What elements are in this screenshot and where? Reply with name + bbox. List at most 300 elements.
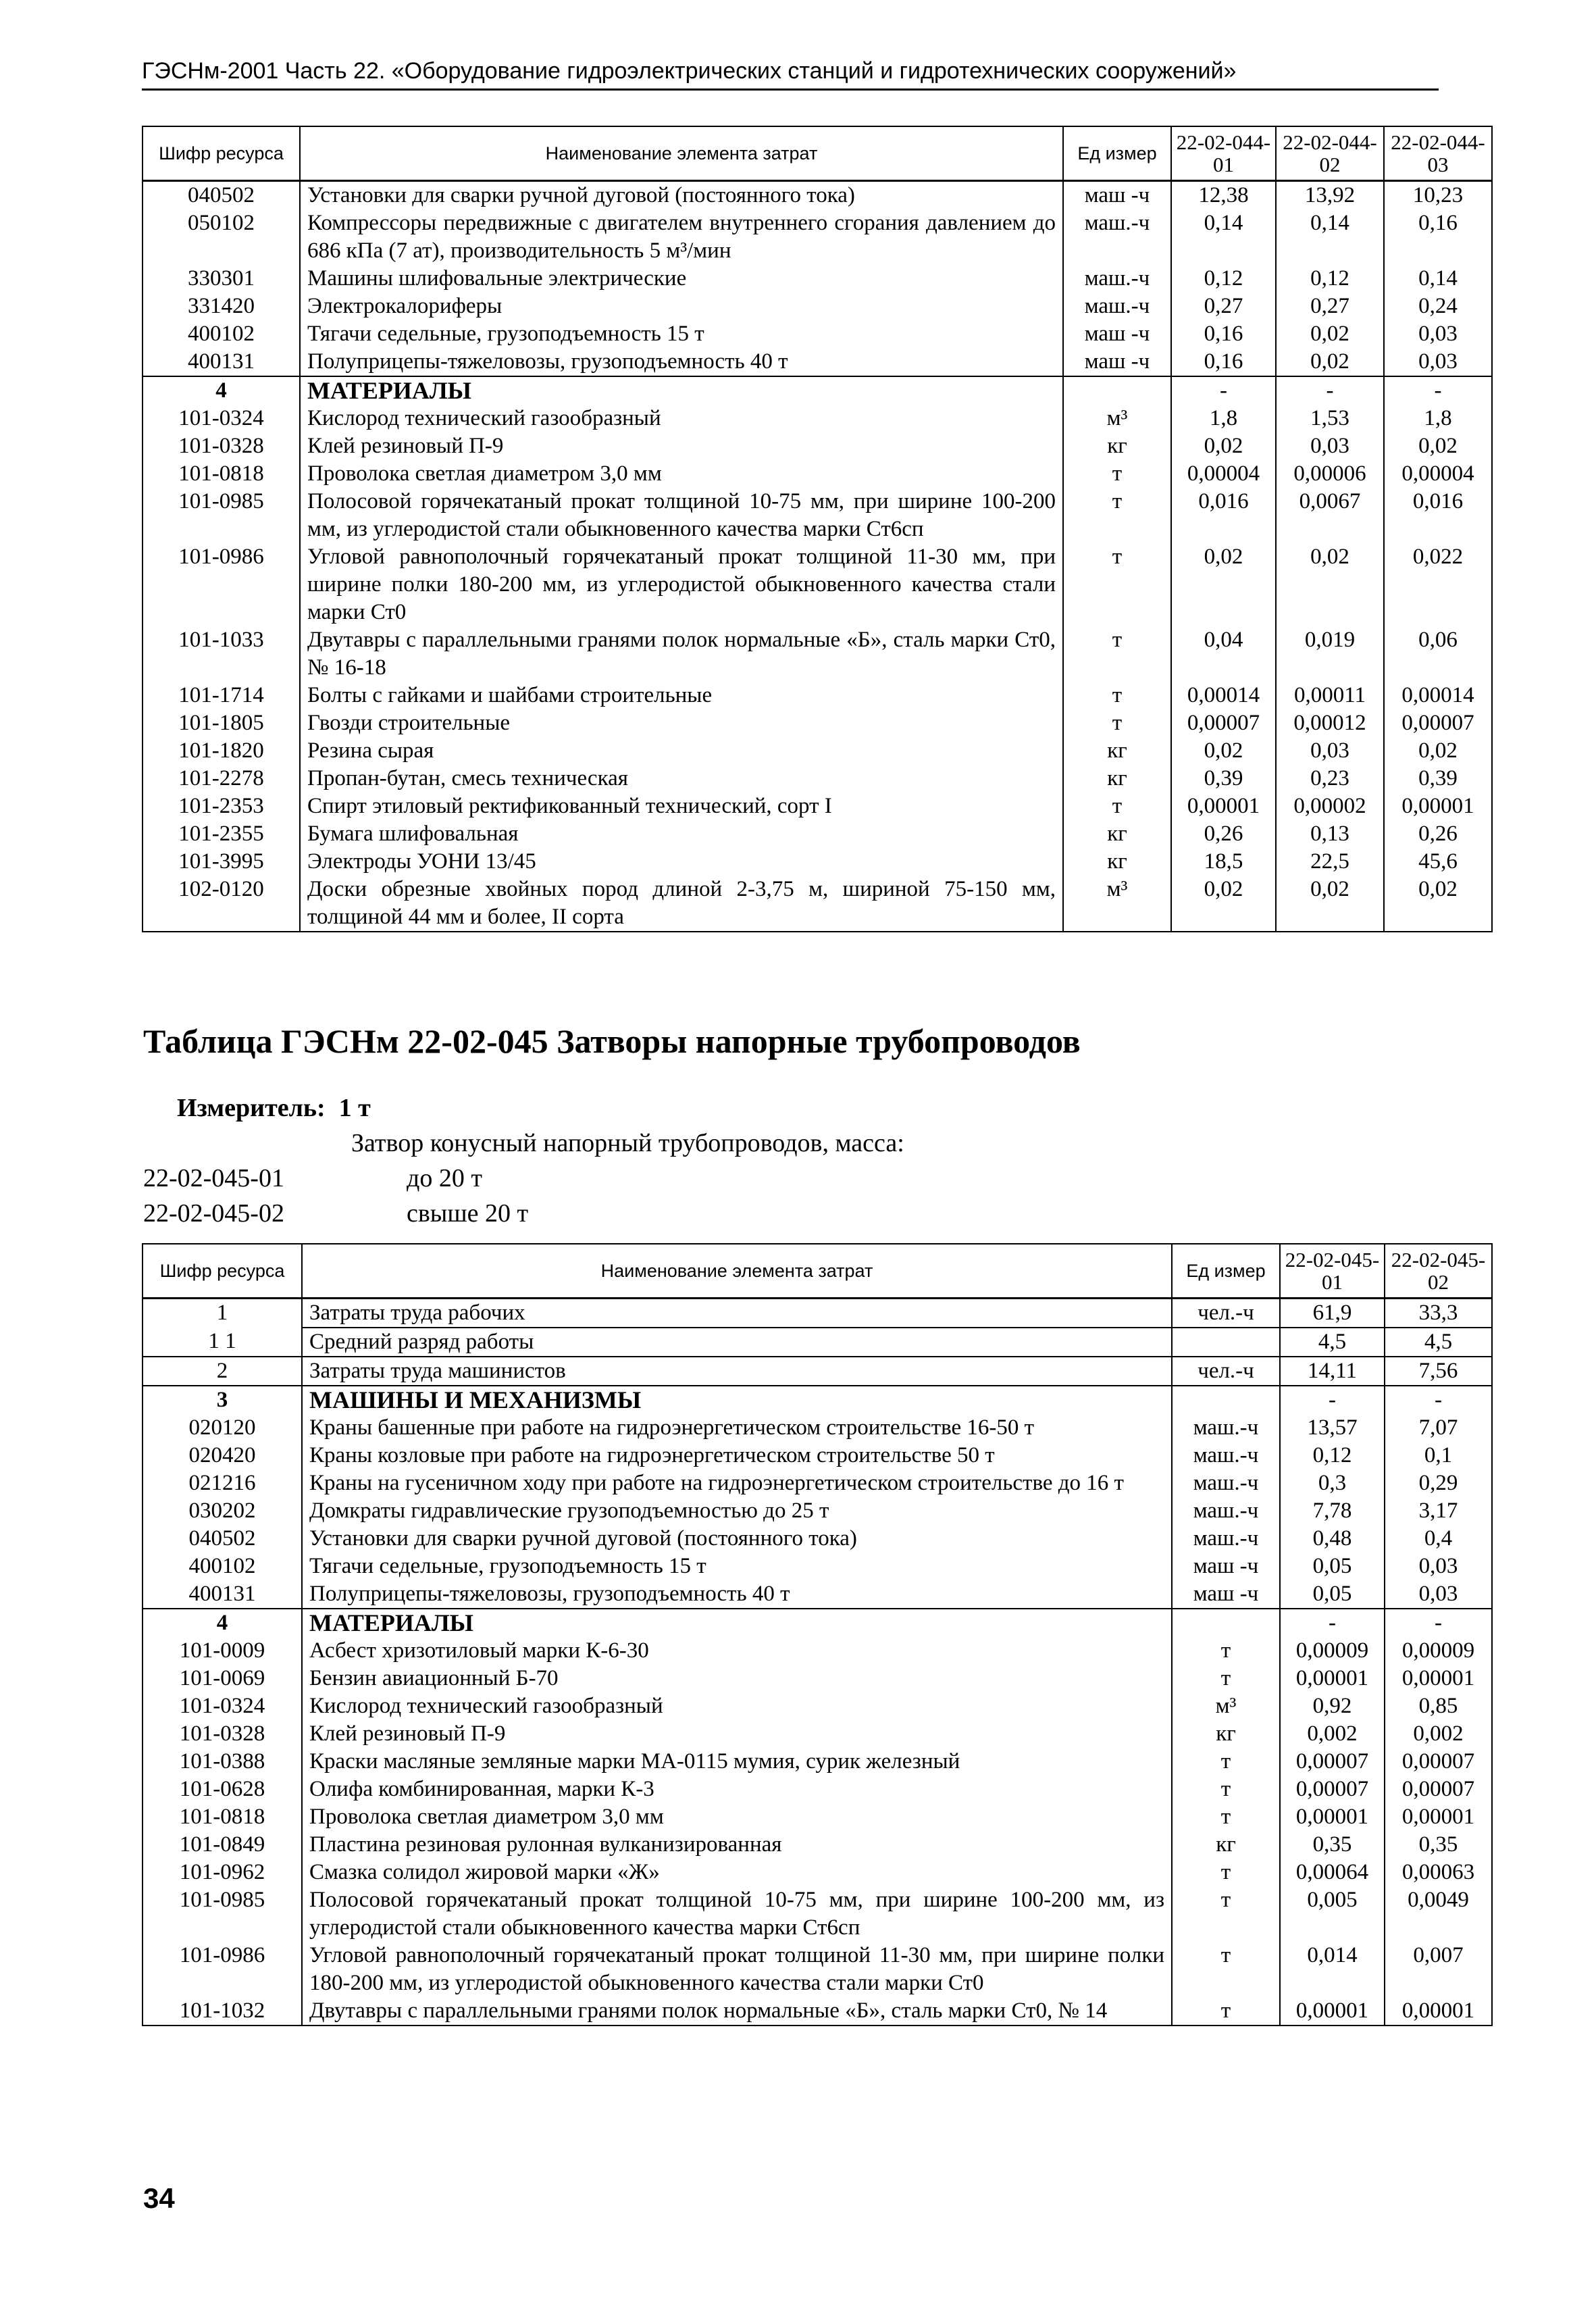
resource-name-cell: Кислород технический газообразный [300, 405, 1063, 432]
value-cell-2: 0,007 [1385, 1942, 1492, 1997]
running-header: ГЭСНм-2001 Часть 22. «Оборудование гидроэлектрических станций и гидротехнических сооружений» [142, 58, 1439, 91]
resource-name-cell: Полосовой горячекатаный прокат толщиной 10-75 мм, при ширине 100-200 мм, из углеродистой стали обыкновенного качества марки Ст6сп [302, 1886, 1172, 1942]
value-cell-1: 12,38 [1171, 181, 1276, 210]
value-cell-3: - [1384, 376, 1492, 405]
value-cell-3: 0,06 [1384, 626, 1492, 682]
resource-code-cell: 400102 [143, 1553, 302, 1580]
table-row [143, 848, 1492, 876]
value-cell-2: 0,02 [1276, 543, 1384, 626]
table-row [143, 737, 1492, 765]
resource-code-cell: 400131 [143, 348, 300, 376]
table-row [143, 405, 1492, 432]
unit-cell: маш -ч [1063, 348, 1171, 376]
table-row [143, 1720, 1492, 1748]
value-cell-1: 4,5 [1280, 1328, 1385, 1357]
value-cell-2: 0,00007 [1385, 1776, 1492, 1803]
table-row [143, 1692, 1492, 1720]
value-cell-2: 0,23 [1276, 765, 1384, 793]
resource-name-cell: Пропан-бутан, смесь техническая [300, 765, 1063, 793]
resource-name-cell: Установки для сварки ручной дуговой (постоянного тока) [302, 1525, 1172, 1553]
resource-name-cell: Бумага шлифовальная [300, 820, 1063, 848]
value-cell-1: 14,11 [1280, 1357, 1385, 1386]
resource-code-cell: 101-0069 [143, 1665, 302, 1692]
resource-code-cell: 101-0009 [143, 1637, 302, 1665]
unit-cell: т [1063, 709, 1171, 737]
value-cell-1: 0,00007 [1280, 1776, 1385, 1803]
value-cell-2: 0,14 [1276, 209, 1384, 265]
resource-name-cell: Электрокалориферы [300, 293, 1063, 320]
value-cell-2: 0,03 [1385, 1553, 1492, 1580]
unit-cell [1172, 1386, 1280, 1414]
table-row [143, 1637, 1492, 1665]
unit-cell: чел.-ч [1172, 1299, 1280, 1328]
value-cell-3: 0,00007 [1384, 709, 1492, 737]
value-cell-1: 0,3 [1280, 1469, 1385, 1497]
col-header-name: Наименование элемента затрат [302, 1244, 1172, 1299]
table-header-row [143, 1244, 1492, 1299]
unit-cell: т [1063, 460, 1171, 488]
value-cell-2: 0,02 [1276, 348, 1384, 376]
value-cell-3: 0,24 [1384, 293, 1492, 320]
value-cell-1: 0,00004 [1171, 460, 1276, 488]
table-row [143, 1580, 1492, 1609]
unit-cell: маш.-ч [1172, 1414, 1280, 1442]
table-row [143, 1776, 1492, 1803]
table-body [143, 181, 1492, 932]
variant-text: свыше 20 т [407, 1199, 529, 1228]
resource-code-cell: 020120 [143, 1414, 302, 1442]
resource-code-cell: 1 [143, 1299, 302, 1328]
table-row [143, 209, 1492, 265]
resource-code-cell: 101-0986 [143, 543, 300, 626]
resource-code-cell: 101-2278 [143, 765, 300, 793]
unit-cell: маш.-ч [1172, 1442, 1280, 1469]
resource-name-cell: Тягачи седельные, грузоподъемность 15 т [300, 320, 1063, 348]
resource-code-cell: 101-0324 [143, 405, 300, 432]
resource-name-cell: Установки для сварки ручной дуговой (постоянного тока) [300, 181, 1063, 210]
value-cell-3: 0,00001 [1384, 793, 1492, 820]
resource-name-cell: Угловой равнополочный горячекатаный прокат толщиной 11-30 мм, при ширине полки 180-200 мм, из углеродистой обыкновенного качества стали марки Ст0 [302, 1942, 1172, 1997]
unit-cell: м³ [1172, 1692, 1280, 1720]
value-cell-1: 0,00001 [1171, 793, 1276, 820]
value-cell-2: 0,0049 [1385, 1886, 1492, 1942]
resource-name-cell: Олифа комбинированная, марки К-3 [302, 1776, 1172, 1803]
unit-cell: маш.-ч [1063, 209, 1171, 265]
table-header-row [143, 126, 1492, 181]
resource-code-cell: 101-1714 [143, 682, 300, 709]
table-row [143, 1942, 1492, 1997]
resource-code-cell: 3 [143, 1386, 302, 1414]
unit-cell: маш -ч [1172, 1580, 1280, 1609]
unit-cell [1172, 1609, 1280, 1637]
value-cell-2: 0,00001 [1385, 1803, 1492, 1831]
resource-name-cell: Полуприцепы-тяжеловозы, грузоподъемность 40 т [302, 1580, 1172, 1609]
value-cell-3: 0,016 [1384, 488, 1492, 543]
resource-name-cell: Тягачи седельные, грузоподъемность 15 т [302, 1553, 1172, 1580]
resource-name-cell: Краски масляные земляные марки МА-0115 мумия, сурик железный [302, 1748, 1172, 1776]
value-cell-1: 0,48 [1280, 1525, 1385, 1553]
value-cell-2: 0,03 [1385, 1580, 1492, 1609]
col-header-variant-1: 22-02-044-01 [1171, 126, 1276, 181]
value-cell-1: 0,16 [1171, 320, 1276, 348]
table-row [143, 293, 1492, 320]
table-row [143, 320, 1492, 348]
table-row [143, 1803, 1492, 1831]
resource-name-cell: МАТЕРИАЛЫ [300, 376, 1063, 405]
resource-code-cell: 4 [143, 1609, 302, 1637]
resource-code-cell: 101-0985 [143, 1886, 302, 1942]
table-row [143, 265, 1492, 293]
resource-code-cell: 101-2353 [143, 793, 300, 820]
value-cell-2: 0,35 [1385, 1831, 1492, 1859]
resource-name-cell: Гвозди строительные [300, 709, 1063, 737]
resource-code-cell: 331420 [143, 293, 300, 320]
value-cell-2: 7,07 [1385, 1414, 1492, 1442]
unit-cell: т [1172, 1776, 1280, 1803]
resource-code-cell: 101-2355 [143, 820, 300, 848]
table-row [143, 765, 1492, 793]
value-cell-2: 0,00007 [1385, 1748, 1492, 1776]
value-cell-1: 0,00007 [1280, 1748, 1385, 1776]
resource-code-cell: 101-0986 [143, 1942, 302, 1997]
unit-cell: кг [1063, 820, 1171, 848]
table-row [143, 709, 1492, 737]
value-cell-2: 0,12 [1276, 265, 1384, 293]
resource-code-cell: 1 1 [143, 1328, 302, 1357]
resource-code-cell: 330301 [143, 265, 300, 293]
value-cell-2: 0,00011 [1276, 682, 1384, 709]
resource-code-cell: 040502 [143, 1525, 302, 1553]
value-cell-1: 0,00001 [1280, 1997, 1385, 2026]
resource-name-cell: Резина сырая [300, 737, 1063, 765]
unit-cell: маш.-ч [1172, 1469, 1280, 1497]
resource-name-cell: Доски обрезные хвойных пород длиной 2-3,75 м, шириной 75-150 мм, толщиной 44 мм и более, II сорта [300, 876, 1063, 932]
value-cell-1: 0,00007 [1171, 709, 1276, 737]
value-cell-1: 0,00014 [1171, 682, 1276, 709]
resource-name-cell: Проволока светлая диаметром 3,0 мм [302, 1803, 1172, 1831]
resource-code-cell: 030202 [143, 1497, 302, 1525]
resource-name-cell: Клей резиновый П-9 [300, 432, 1063, 460]
unit-cell: кг [1063, 737, 1171, 765]
resource-code-cell: 101-0324 [143, 1692, 302, 1720]
resource-name-cell: Домкраты гидравлические грузоподъемностью до 25 т [302, 1497, 1172, 1525]
value-cell-2: 1,53 [1276, 405, 1384, 432]
value-cell-1: 0,26 [1171, 820, 1276, 848]
value-cell-3: 0,26 [1384, 820, 1492, 848]
value-cell-1: 13,57 [1280, 1414, 1385, 1442]
resource-code-cell: 101-0962 [143, 1859, 302, 1886]
table-row [143, 1748, 1492, 1776]
value-cell-1: - [1280, 1609, 1385, 1637]
value-cell-2: - [1385, 1609, 1492, 1637]
table-row [143, 1609, 1492, 1637]
resource-code-cell: 020420 [143, 1442, 302, 1469]
variant-caption: Затвор конусный напорный трубопроводов, масса: [351, 1129, 904, 1157]
col-header-unit: Ед измер [1172, 1244, 1280, 1299]
value-cell-2: 0,03 [1276, 432, 1384, 460]
resource-name-cell: Угловой равнополочный горячекатаный прокат толщиной 11-30 мм, при ширине полки 180-200 мм, из углеродистой обыкновенного качества стали марки Ст0 [300, 543, 1063, 626]
value-cell-1: 0,02 [1171, 432, 1276, 460]
value-cell-3: 0,02 [1384, 876, 1492, 932]
unit-cell: маш.-ч [1063, 265, 1171, 293]
table-row [143, 793, 1492, 820]
unit-cell: м³ [1063, 405, 1171, 432]
table-row [143, 1886, 1492, 1942]
resource-name-cell: Электроды УОНИ 13/45 [300, 848, 1063, 876]
table-row [143, 626, 1492, 682]
value-cell-1: 7,78 [1280, 1497, 1385, 1525]
table-row [143, 1386, 1492, 1414]
value-cell-2: 0,1 [1385, 1442, 1492, 1469]
value-cell-2: 0,00063 [1385, 1859, 1492, 1886]
value-cell-2: 3,17 [1385, 1497, 1492, 1525]
resource-code-cell: 101-0985 [143, 488, 300, 543]
table-row [143, 1497, 1492, 1525]
value-cell-2: 4,5 [1385, 1328, 1492, 1357]
col-header-variant-2: 22-02-045-02 [1385, 1244, 1492, 1299]
value-cell-1: 0,16 [1171, 348, 1276, 376]
resource-code-cell: 101-1032 [143, 1997, 302, 2026]
resource-name-cell: Краны козловые при работе на гидроэнергетическом строительстве 50 т [302, 1442, 1172, 1469]
table-row [143, 543, 1492, 626]
col-header-variant-3: 22-02-044-03 [1384, 126, 1492, 181]
resource-code-cell: 101-1033 [143, 626, 300, 682]
resource-name-cell: Спирт этиловый ректификованный технический, сорт I [300, 793, 1063, 820]
value-cell-3: 0,39 [1384, 765, 1492, 793]
table-row [143, 1831, 1492, 1859]
value-cell-2: 0,4 [1385, 1525, 1492, 1553]
col-header-code: Шифр ресурса [143, 1244, 302, 1299]
unit-cell: т [1063, 543, 1171, 626]
value-cell-1: 0,005 [1280, 1886, 1385, 1942]
resource-name-cell: Затраты труда рабочих [302, 1299, 1172, 1328]
resource-code-cell: 101-0818 [143, 1803, 302, 1831]
value-cell-1: 0,00009 [1280, 1637, 1385, 1665]
value-cell-3: 1,8 [1384, 405, 1492, 432]
resource-name-cell: Проволока светлая диаметром 3,0 мм [300, 460, 1063, 488]
value-cell-3: 0,00004 [1384, 460, 1492, 488]
unit-cell: маш -ч [1063, 320, 1171, 348]
unit-cell: маш -ч [1063, 181, 1171, 210]
unit-cell: т [1172, 1803, 1280, 1831]
table-row [143, 376, 1492, 405]
resource-table-044 [142, 126, 1493, 932]
table-row [143, 1665, 1492, 1692]
value-cell-3: 0,02 [1384, 432, 1492, 460]
resource-name-cell: Краны на гусеничном ходу при работе на гидроэнергетическом строительстве до 16 т [302, 1469, 1172, 1497]
value-cell-2: - [1385, 1386, 1492, 1414]
value-cell-2: 0,85 [1385, 1692, 1492, 1720]
resource-name-cell: Затраты труда машинистов [302, 1357, 1172, 1386]
page-number: 34 [143, 2182, 175, 2214]
table-row [143, 488, 1492, 543]
resource-code-cell: 101-0328 [143, 432, 300, 460]
value-cell-2: 0,02 [1276, 320, 1384, 348]
measure-value: 1 т [338, 1094, 371, 1122]
value-cell-1: 0,00001 [1280, 1665, 1385, 1692]
value-cell-1: 0,14 [1171, 209, 1276, 265]
resource-code-cell: 2 [143, 1357, 302, 1386]
table-row [143, 820, 1492, 848]
resource-code-cell: 101-3995 [143, 848, 300, 876]
value-cell-1: - [1171, 376, 1276, 405]
unit-cell: кг [1063, 765, 1171, 793]
value-cell-1: 1,8 [1171, 405, 1276, 432]
value-cell-1: 61,9 [1280, 1299, 1385, 1328]
resource-name-cell: Бензин авиационный Б-70 [302, 1665, 1172, 1692]
resource-code-cell: 040502 [143, 181, 300, 210]
resource-name-cell: Смазка солидол жировой марки «Ж» [302, 1859, 1172, 1886]
unit-cell: т [1063, 793, 1171, 820]
table-row [143, 1328, 1492, 1357]
unit-cell [1063, 376, 1171, 405]
resource-name-cell: Машины шлифовальные электрические [300, 265, 1063, 293]
value-cell-3: 0,16 [1384, 209, 1492, 265]
unit-cell: кг [1172, 1831, 1280, 1859]
resource-code-cell: 101-1805 [143, 709, 300, 737]
table-row [143, 1442, 1492, 1469]
value-cell-1: 0,02 [1171, 876, 1276, 932]
resource-code-cell: 050102 [143, 209, 300, 265]
value-cell-1: 0,27 [1171, 293, 1276, 320]
value-cell-1: 0,12 [1280, 1442, 1385, 1469]
resource-code-cell: 101-0849 [143, 1831, 302, 1859]
value-cell-2: 33,3 [1385, 1299, 1492, 1328]
resource-code-cell: 400131 [143, 1580, 302, 1609]
resource-name-cell: Двутавры с параллельными гранями полок нормальные «Б», сталь марки Ст0, № 14 [302, 1997, 1172, 2026]
unit-cell: кг [1063, 848, 1171, 876]
value-cell-1: 0,016 [1171, 488, 1276, 543]
resource-name-cell: Кислород технический газообразный [302, 1692, 1172, 1720]
resource-name-cell: Пластина резиновая рулонная вулканизированная [302, 1831, 1172, 1859]
col-header-code: Шифр ресурса [143, 126, 300, 181]
unit-cell: т [1063, 626, 1171, 682]
resource-name-cell: Клей резиновый П-9 [302, 1720, 1172, 1748]
table-row [143, 460, 1492, 488]
unit-cell: кг [1172, 1720, 1280, 1748]
value-cell-2: 22,5 [1276, 848, 1384, 876]
value-cell-2: 0,00006 [1276, 460, 1384, 488]
unit-cell: т [1172, 1748, 1280, 1776]
table-row [143, 1357, 1492, 1386]
unit-cell: т [1063, 488, 1171, 543]
value-cell-1: 0,02 [1171, 543, 1276, 626]
variant-line [143, 1163, 482, 1193]
measure-line [177, 1093, 371, 1123]
unit-cell: маш.-ч [1172, 1497, 1280, 1525]
unit-cell: м³ [1063, 876, 1171, 932]
resource-code-cell: 4 [143, 376, 300, 405]
col-header-variant-2: 22-02-044-02 [1276, 126, 1384, 181]
value-cell-2: 7,56 [1385, 1357, 1492, 1386]
resource-code-cell: 400102 [143, 320, 300, 348]
unit-cell: т [1172, 1637, 1280, 1665]
resource-name-cell: МАШИНЫ И МЕХАНИЗМЫ [302, 1386, 1172, 1414]
resource-table-045 [142, 1243, 1493, 2026]
value-cell-2: 0,0067 [1276, 488, 1384, 543]
col-header-unit: Ед измер [1063, 126, 1171, 181]
measure-label: Измеритель: [177, 1094, 326, 1122]
value-cell-1: 0,00001 [1280, 1803, 1385, 1831]
value-cell-1: 0,05 [1280, 1553, 1385, 1580]
value-cell-2: 0,02 [1276, 876, 1384, 932]
value-cell-3: 0,02 [1384, 737, 1492, 765]
table-row [143, 682, 1492, 709]
value-cell-2: 0,00002 [1276, 793, 1384, 820]
unit-cell: т [1172, 1886, 1280, 1942]
value-cell-3: 0,14 [1384, 265, 1492, 293]
table-row [143, 1525, 1492, 1553]
resource-code-cell: 101-1820 [143, 737, 300, 765]
unit-cell: т [1172, 1997, 1280, 2026]
value-cell-1: 0,39 [1171, 765, 1276, 793]
variant-code: 22-02-045-01 [143, 1164, 284, 1192]
table-title: Таблица ГЭСНм 22-02-045 Затворы напорные трубопроводов [143, 1022, 1081, 1060]
unit-cell: маш.-ч [1172, 1525, 1280, 1553]
resource-code-cell: 021216 [143, 1469, 302, 1497]
value-cell-3: 0,022 [1384, 543, 1492, 626]
resource-code-cell: 101-0818 [143, 460, 300, 488]
unit-cell: кг [1063, 432, 1171, 460]
table-row [143, 1553, 1492, 1580]
value-cell-2: 0,00009 [1385, 1637, 1492, 1665]
value-cell-1: 18,5 [1171, 848, 1276, 876]
value-cell-2: 0,00012 [1276, 709, 1384, 737]
value-cell-1: 0,04 [1171, 626, 1276, 682]
value-cell-2: 0,29 [1385, 1469, 1492, 1497]
unit-cell: чел.-ч [1172, 1357, 1280, 1386]
value-cell-2: 0,002 [1385, 1720, 1492, 1748]
unit-cell: т [1172, 1665, 1280, 1692]
table-row [143, 432, 1492, 460]
value-cell-1: 0,12 [1171, 265, 1276, 293]
unit-cell [1172, 1328, 1280, 1357]
table-row [143, 1469, 1492, 1497]
value-cell-2: 0,00001 [1385, 1997, 1492, 2026]
variant-code: 22-02-045-02 [143, 1199, 284, 1228]
value-cell-2: 0,03 [1276, 737, 1384, 765]
unit-cell: т [1172, 1942, 1280, 1997]
value-cell-1: 0,014 [1280, 1942, 1385, 1997]
value-cell-2: - [1276, 376, 1384, 405]
resource-code-cell: 101-0388 [143, 1748, 302, 1776]
table-row [143, 876, 1492, 932]
table-row [143, 348, 1492, 376]
unit-cell: т [1063, 682, 1171, 709]
resource-name-cell: Двутавры с параллельными гранями полок нормальные «Б», сталь марки Ст0, № 16-18 [300, 626, 1063, 682]
unit-cell: маш -ч [1172, 1553, 1280, 1580]
value-cell-1: 0,002 [1280, 1720, 1385, 1748]
table-body [143, 1299, 1492, 2026]
resource-code-cell: 102-0120 [143, 876, 300, 932]
value-cell-2: 13,92 [1276, 181, 1384, 210]
resource-name-cell: Компрессоры передвижные с двигателем внутреннего сгорания давлением до 686 кПа (7 ат), производительность 5 м³/мин [300, 209, 1063, 265]
resource-code-cell: 101-0328 [143, 1720, 302, 1748]
resource-name-cell: МАТЕРИАЛЫ [302, 1609, 1172, 1637]
value-cell-2: 0,27 [1276, 293, 1384, 320]
value-cell-2: 0,019 [1276, 626, 1384, 682]
table-row [143, 1299, 1492, 1328]
resource-name-cell: Асбест хризотиловый марки К-6-30 [302, 1637, 1172, 1665]
value-cell-3: 0,03 [1384, 348, 1492, 376]
value-cell-3: 10,23 [1384, 181, 1492, 210]
value-cell-1: 0,35 [1280, 1831, 1385, 1859]
resource-name-cell: Полуприцепы-тяжеловозы, грузоподъемность 40 т [300, 348, 1063, 376]
unit-cell: т [1172, 1859, 1280, 1886]
value-cell-3: 0,00014 [1384, 682, 1492, 709]
table-row [143, 1859, 1492, 1886]
value-cell-3: 45,6 [1384, 848, 1492, 876]
